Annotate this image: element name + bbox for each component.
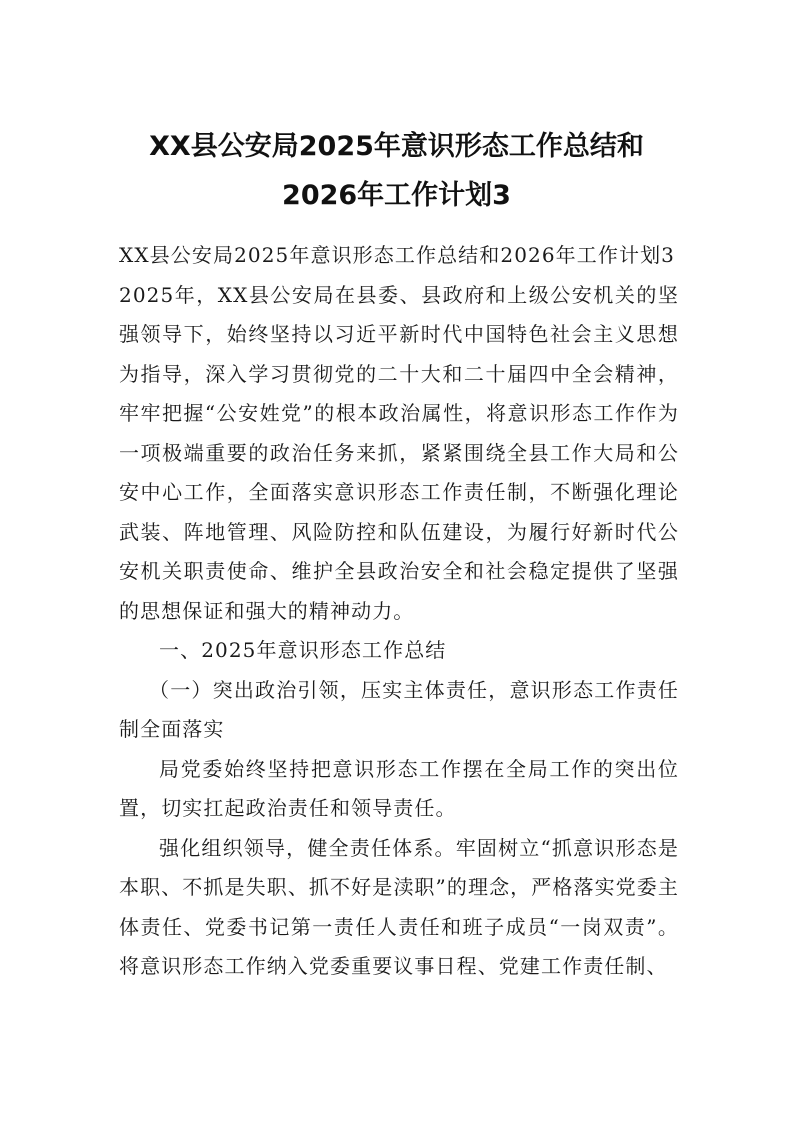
document-body [119, 236, 679, 987]
body-paragraph-repeat-title: XX县公安局2025年意识形态工作总结和2026年工作计划3 [119, 243, 675, 267]
body-paragraph-intro: 2025年，XX县公安局在县委、县政府和上级公安机关的坚强领导下，始终坚持以习近平新时代中国特色社会主义思想为指导，深入学习贯彻党的二十大和二十届四中全会精神，牢牢把握“公安姓党”的根本政治属性，将意识形态工作作为一项极端重要的政治任务来抓，紧紧围绕全县工作大局和公安中心工作，全面落实意识形态工作责任制，不断强化理论武装、阵地管理、风险防控和队伍建设，为履行好新时代公安机关职责使命、维护全县政治安全和社会稳定提供了坚强的思想保证和强大的精神动力。 [119, 282, 679, 623]
document-title-line-2: 2026年工作计划3 [282, 180, 511, 211]
document-title-line-1: XX县公安局2025年意识形态工作总结和 [149, 131, 644, 162]
subsection-heading-1: （一）突出政治引领，压实主体责任，意识形态工作责任制全面落实 [119, 677, 679, 741]
body-paragraph: 强化组织领导，健全责任体系。牢固树立“抓意识形态是本职、不抓是失职、抓不好是渎职”的理念，严格落实党委主体责任、党委书记第一责任人责任和班子成员“一岗双责”。将意识形态工作纳入党委重要议事日程、党建工作责任制、 [119, 835, 679, 978]
section-heading-1: 一、2025年意识形态工作总结 [159, 638, 447, 662]
body-paragraph: 局党委始终坚持把意识形态工作摆在全局工作的突出位置，切实扛起政治责任和领导责任。 [119, 756, 679, 820]
